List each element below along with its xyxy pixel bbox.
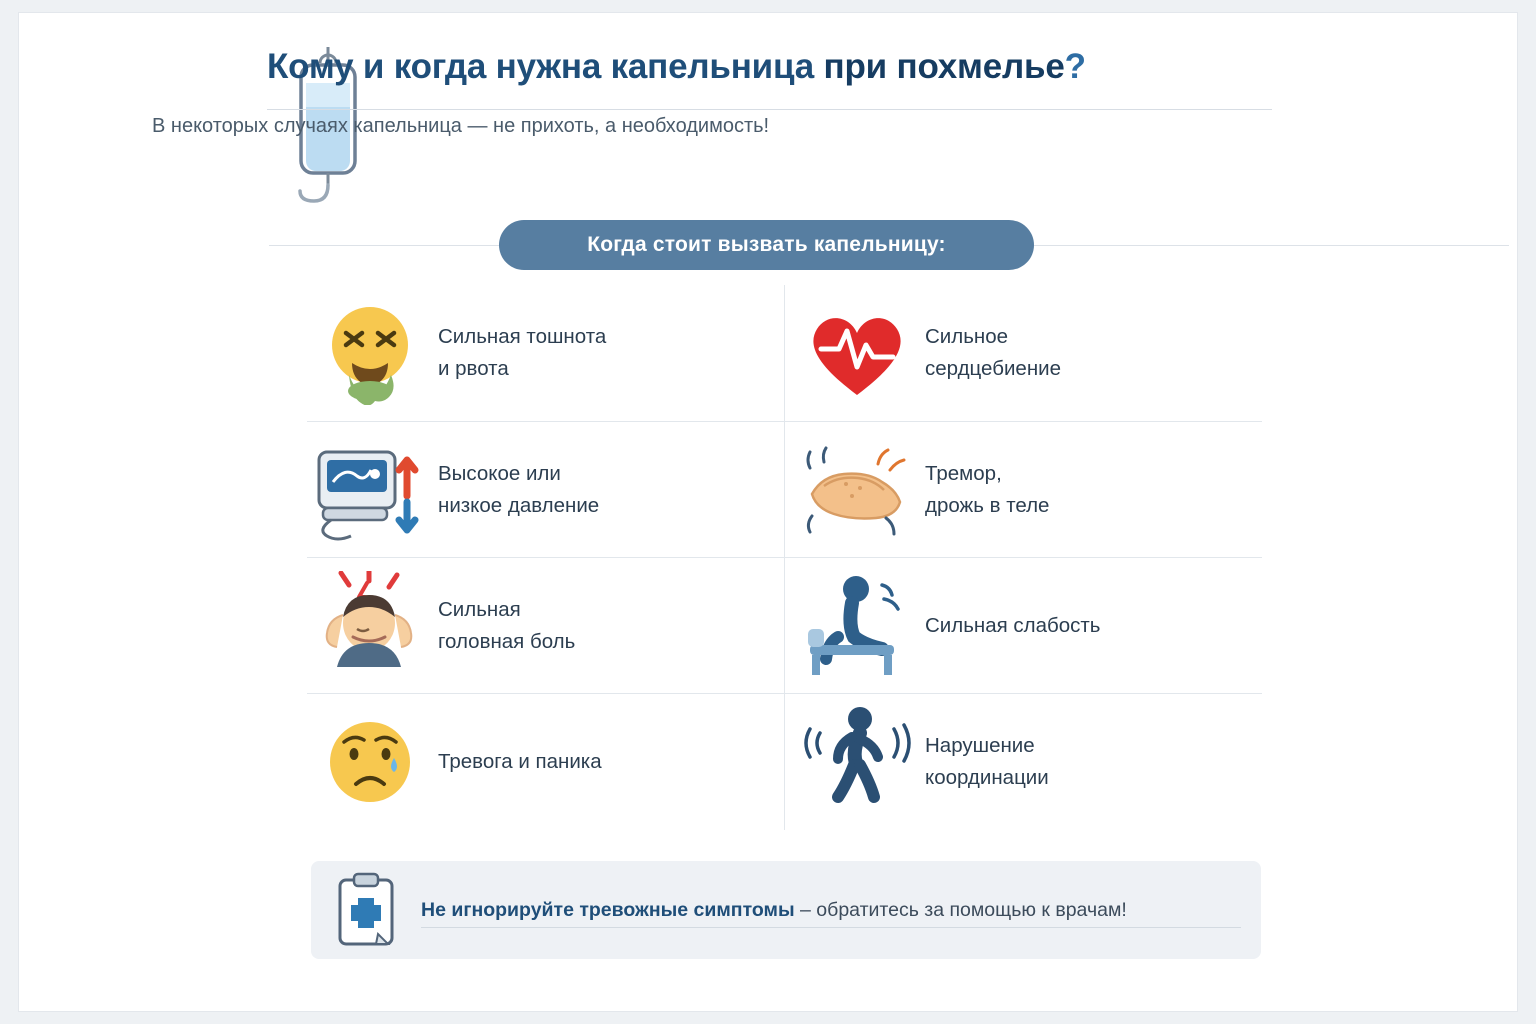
symptom-label-line1: Сильное [925, 325, 1009, 349]
title-question-mark: ? [1064, 47, 1086, 86]
headache-person-icon [307, 567, 432, 685]
section-banner [499, 220, 1034, 270]
shaking-hands-tremor-icon [794, 431, 919, 549]
symptom-item [307, 694, 775, 830]
nausea-vomiting-face-icon [307, 294, 432, 412]
symptom-label-line2: дрожь в теле [925, 494, 1050, 517]
footer-bold-text: Не игнорируйте тревожные симптомы [421, 898, 795, 921]
symptom-label-line2: и рвота [438, 357, 509, 380]
symptom-item [307, 558, 775, 694]
symptom-item [794, 694, 1262, 830]
symptom-label [432, 594, 575, 658]
symptom-label-line1: Тремор, [925, 462, 1002, 486]
heart-pulse-icon [794, 294, 919, 412]
symptom-label [919, 458, 1049, 522]
footer-underline [421, 927, 1241, 928]
title-divider [267, 109, 1272, 110]
symptom-label-line1: Нарушение [925, 734, 1035, 758]
symptom-item [794, 422, 1262, 558]
medical-clipboard-icon [311, 872, 421, 948]
title-part1: Кому и когда нужна капельница [267, 47, 815, 86]
symptom-label [432, 458, 599, 522]
symptom-label-line1: Сильная [438, 598, 521, 622]
weak-person-on-bed-icon [794, 567, 919, 685]
symptom-label-line1: Сильная тошнота [438, 325, 607, 349]
symptom-item [307, 285, 775, 421]
worried-face-icon [307, 703, 432, 821]
symptom-label-line1: Высокое или [438, 462, 561, 486]
symptom-label [919, 730, 1049, 794]
section-banner-label: Когда стоит вызвать капельницу: [587, 233, 946, 256]
blood-pressure-monitor-icon [307, 431, 432, 549]
subtitle: В некоторых случаях капельница — не прихоть, а необходимость! [152, 115, 770, 137]
symptom-label-line1: Сильная слабость [925, 614, 1101, 638]
symptom-label-line2: координации [925, 766, 1049, 789]
symptom-label [919, 610, 1101, 642]
symptom-label [919, 321, 1061, 385]
symptom-item [307, 422, 775, 558]
symptom-label-line2: низкое давление [438, 494, 600, 517]
footer-callout [311, 861, 1261, 959]
symptom-label-line2: сердцебиение [925, 357, 1061, 380]
symptom-label [432, 746, 602, 778]
symptom-label-line1: Тревога и паника [438, 750, 602, 774]
header [267, 47, 1277, 87]
infographic-poster [18, 12, 1518, 1012]
symptom-item [794, 558, 1262, 694]
page-title [267, 47, 1277, 87]
symptoms-grid [307, 285, 1262, 830]
footer-rest-text: – обратитесь за помощью к врачам! [794, 898, 1127, 921]
symptom-label [432, 321, 606, 385]
symptom-label-line2: головная боль [438, 630, 576, 653]
unsteady-walking-person-icon [794, 703, 919, 821]
footer-text [421, 899, 1147, 922]
symptom-item [794, 285, 1262, 421]
title-part2: при похмелье [823, 47, 1065, 86]
